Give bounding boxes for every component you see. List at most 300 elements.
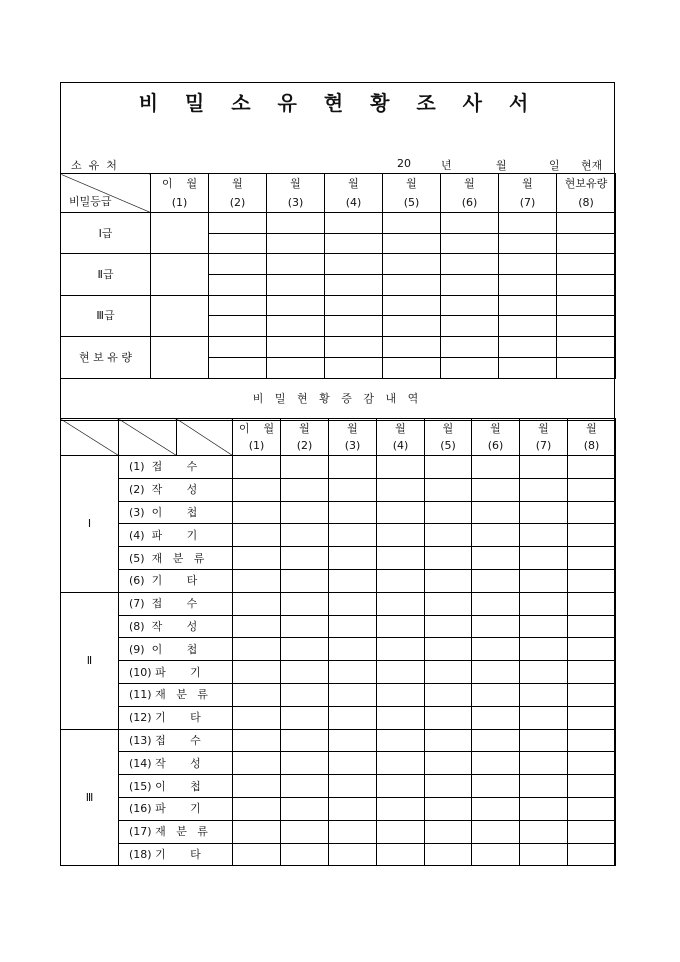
- data-cell[interactable]: [472, 524, 520, 547]
- data-cell[interactable]: [329, 478, 377, 501]
- data-cell[interactable]: [557, 337, 616, 358]
- data-cell[interactable]: [425, 569, 472, 592]
- data-cell[interactable]: [425, 638, 472, 661]
- data-cell[interactable]: [329, 501, 377, 524]
- data-cell[interactable]: [329, 592, 377, 615]
- data-cell[interactable]: [472, 820, 520, 843]
- data-cell[interactable]: [267, 357, 325, 378]
- data-cell[interactable]: [520, 456, 568, 479]
- data-cell[interactable]: [377, 592, 425, 615]
- corner-cell: [61, 419, 119, 456]
- data-cell[interactable]: [329, 752, 377, 775]
- column-header: [568, 419, 616, 456]
- item-label: (1) 접 수: [119, 456, 233, 479]
- data-cell[interactable]: [472, 775, 520, 798]
- table-row: [61, 661, 616, 684]
- column-header: [441, 174, 499, 213]
- data-cell[interactable]: [425, 524, 472, 547]
- column-number: (2): [229, 196, 246, 209]
- header-row: [61, 174, 616, 213]
- item-label: (3) 이 첩: [119, 501, 233, 524]
- data-cell[interactable]: [329, 843, 377, 866]
- table-row: [61, 775, 616, 798]
- column-header: [377, 419, 425, 456]
- table-row: [61, 820, 616, 843]
- column-month: 이 월: [238, 422, 275, 435]
- data-cell[interactable]: [520, 615, 568, 638]
- data-cell[interactable]: [267, 275, 325, 296]
- data-cell[interactable]: [472, 706, 520, 729]
- data-cell[interactable]: [441, 213, 499, 234]
- data-cell[interactable]: [233, 820, 281, 843]
- data-cell[interactable]: [233, 843, 281, 866]
- column-month: 월: [347, 422, 358, 435]
- column-month: 월: [586, 422, 597, 435]
- data-cell[interactable]: [209, 337, 267, 358]
- data-cell[interactable]: [233, 661, 281, 684]
- data-cell[interactable]: [233, 524, 281, 547]
- data-cell[interactable]: [557, 275, 616, 296]
- data-cell[interactable]: [325, 357, 383, 378]
- data-cell[interactable]: [233, 729, 281, 752]
- data-cell[interactable]: [568, 592, 616, 615]
- date-day-unit: 일: [549, 159, 560, 172]
- data-cell[interactable]: [557, 295, 616, 316]
- data-cell[interactable]: [377, 729, 425, 752]
- data-cell[interactable]: [377, 706, 425, 729]
- date-year: 20: [397, 157, 411, 170]
- column-header: [499, 174, 557, 213]
- column-header: [151, 174, 209, 213]
- carry-over-cell[interactable]: [151, 337, 209, 378]
- data-cell[interactable]: [329, 729, 377, 752]
- column-month: 월: [395, 422, 406, 435]
- data-cell[interactable]: [520, 501, 568, 524]
- data-cell[interactable]: [499, 275, 557, 296]
- data-cell[interactable]: [441, 337, 499, 358]
- data-cell[interactable]: [377, 478, 425, 501]
- data-cell[interactable]: [209, 213, 267, 234]
- column-month: 월: [232, 177, 243, 190]
- grade-group-label: Ⅲ: [61, 729, 119, 866]
- grade-label: Ⅱ급: [61, 254, 151, 295]
- data-cell[interactable]: [383, 254, 441, 275]
- owner-label: 소 유 처: [71, 159, 117, 172]
- data-cell[interactable]: [267, 316, 325, 337]
- column-month: 월: [406, 177, 417, 190]
- data-cell[interactable]: [441, 316, 499, 337]
- carry-over-cell[interactable]: [151, 213, 209, 254]
- data-cell[interactable]: [329, 615, 377, 638]
- column-header: [329, 419, 377, 456]
- data-cell[interactable]: [377, 661, 425, 684]
- data-cell[interactable]: [325, 295, 383, 316]
- column-header: [209, 174, 267, 213]
- data-cell[interactable]: [425, 752, 472, 775]
- column-header: [425, 419, 472, 456]
- data-cell[interactable]: [472, 501, 520, 524]
- holdings-table: [60, 173, 616, 379]
- data-cell[interactable]: [209, 254, 267, 275]
- column-month: 월: [522, 177, 533, 190]
- data-cell[interactable]: [568, 478, 616, 501]
- data-cell[interactable]: [377, 501, 425, 524]
- table-row: [61, 638, 616, 661]
- data-cell[interactable]: [233, 501, 281, 524]
- data-cell[interactable]: [568, 547, 616, 570]
- data-cell[interactable]: [267, 254, 325, 275]
- data-cell[interactable]: [520, 843, 568, 866]
- item-label: (9) 이 첩: [119, 638, 233, 661]
- data-cell[interactable]: [425, 456, 472, 479]
- table-row: [61, 615, 616, 638]
- data-cell[interactable]: [472, 729, 520, 752]
- item-label: (15) 이 첩: [119, 775, 233, 798]
- data-cell[interactable]: [383, 213, 441, 234]
- data-cell[interactable]: [281, 706, 329, 729]
- column-number: (1): [248, 439, 265, 452]
- table-row: [61, 843, 616, 866]
- data-cell[interactable]: [520, 592, 568, 615]
- item-label: (6) 기 타: [119, 569, 233, 592]
- data-cell[interactable]: [233, 456, 281, 479]
- data-cell[interactable]: [568, 661, 616, 684]
- data-cell[interactable]: [377, 775, 425, 798]
- grade-group-label: Ⅱ: [61, 592, 119, 729]
- data-cell[interactable]: [377, 638, 425, 661]
- item-label: (2) 작 성: [119, 478, 233, 501]
- data-cell[interactable]: [383, 357, 441, 378]
- table-row: [61, 547, 616, 570]
- data-cell[interactable]: [520, 752, 568, 775]
- data-cell[interactable]: [209, 233, 267, 254]
- data-cell[interactable]: [329, 683, 377, 706]
- data-cell[interactable]: [441, 233, 499, 254]
- data-cell[interactable]: [472, 683, 520, 706]
- data-cell[interactable]: [233, 569, 281, 592]
- data-cell[interactable]: [233, 706, 281, 729]
- table-row: [61, 501, 616, 524]
- data-cell[interactable]: [499, 295, 557, 316]
- data-cell[interactable]: [383, 337, 441, 358]
- column-month: 이 월: [161, 177, 198, 190]
- data-cell[interactable]: [329, 524, 377, 547]
- data-cell[interactable]: [425, 547, 472, 570]
- corner-cell: [119, 419, 177, 456]
- table-row: [61, 456, 616, 479]
- date-year-unit: 년: [441, 159, 452, 172]
- data-cell[interactable]: [281, 478, 329, 501]
- data-cell[interactable]: [233, 775, 281, 798]
- data-cell[interactable]: [325, 316, 383, 337]
- column-month: 월: [464, 177, 475, 190]
- data-cell[interactable]: [472, 843, 520, 866]
- data-cell[interactable]: [520, 547, 568, 570]
- data-cell[interactable]: [209, 295, 267, 316]
- data-cell[interactable]: [425, 592, 472, 615]
- table-row: [61, 478, 616, 501]
- data-cell[interactable]: [425, 478, 472, 501]
- data-cell[interactable]: [425, 683, 472, 706]
- data-cell[interactable]: [329, 661, 377, 684]
- data-cell[interactable]: [329, 638, 377, 661]
- data-cell[interactable]: [520, 729, 568, 752]
- data-cell[interactable]: [520, 820, 568, 843]
- data-cell[interactable]: [377, 752, 425, 775]
- data-cell[interactable]: [557, 357, 616, 378]
- data-cell[interactable]: [377, 547, 425, 570]
- column-header: [267, 174, 325, 213]
- data-cell[interactable]: [377, 456, 425, 479]
- data-cell[interactable]: [233, 478, 281, 501]
- data-cell[interactable]: [425, 729, 472, 752]
- data-cell[interactable]: [568, 775, 616, 798]
- table-row: [61, 706, 616, 729]
- data-cell[interactable]: [441, 254, 499, 275]
- data-cell[interactable]: [281, 547, 329, 570]
- data-cell[interactable]: [568, 683, 616, 706]
- carry-over-cell[interactable]: [151, 254, 209, 295]
- data-cell[interactable]: [267, 213, 325, 234]
- data-cell[interactable]: [281, 638, 329, 661]
- data-cell[interactable]: [267, 337, 325, 358]
- data-cell[interactable]: [325, 337, 383, 358]
- data-cell[interactable]: [568, 501, 616, 524]
- data-cell[interactable]: [325, 233, 383, 254]
- data-cell[interactable]: [520, 775, 568, 798]
- data-cell[interactable]: [568, 752, 616, 775]
- table-row: [61, 592, 616, 615]
- data-cell[interactable]: [329, 775, 377, 798]
- data-cell[interactable]: [499, 316, 557, 337]
- data-cell[interactable]: [281, 615, 329, 638]
- data-cell[interactable]: [568, 729, 616, 752]
- column-month: 현보유량: [564, 177, 608, 190]
- data-cell[interactable]: [209, 316, 267, 337]
- data-cell[interactable]: [472, 592, 520, 615]
- data-cell[interactable]: [329, 456, 377, 479]
- column-number: (3): [287, 196, 304, 209]
- column-number: (4): [392, 439, 409, 452]
- data-cell[interactable]: [383, 316, 441, 337]
- column-month: 월: [538, 422, 549, 435]
- section-title: 비 밀 현 황 증 감 내 역: [60, 378, 615, 421]
- data-cell[interactable]: [209, 275, 267, 296]
- item-label: (7) 접 수: [119, 592, 233, 615]
- data-cell[interactable]: [441, 295, 499, 316]
- data-cell[interactable]: [377, 524, 425, 547]
- data-cell[interactable]: [325, 213, 383, 234]
- data-cell[interactable]: [281, 524, 329, 547]
- data-cell[interactable]: [520, 706, 568, 729]
- data-cell[interactable]: [233, 638, 281, 661]
- data-cell[interactable]: [425, 820, 472, 843]
- date-suffix: 현재: [581, 159, 603, 172]
- data-cell[interactable]: [425, 843, 472, 866]
- item-label: (11) 재 분 류: [119, 683, 233, 706]
- column-header: [557, 174, 616, 213]
- data-cell[interactable]: [383, 233, 441, 254]
- item-label: (17) 재 분 류: [119, 820, 233, 843]
- data-cell[interactable]: [377, 683, 425, 706]
- data-cell[interactable]: [472, 752, 520, 775]
- table-row: [61, 337, 616, 358]
- item-label: (13) 접 수: [119, 729, 233, 752]
- item-label: (12) 기 타: [119, 706, 233, 729]
- data-cell[interactable]: [499, 233, 557, 254]
- corner-cell: [177, 419, 233, 456]
- data-cell[interactable]: [281, 775, 329, 798]
- grade-label: Ⅰ급: [61, 213, 151, 254]
- data-cell[interactable]: [377, 843, 425, 866]
- data-cell[interactable]: [325, 275, 383, 296]
- data-cell[interactable]: [472, 456, 520, 479]
- column-month: 월: [490, 422, 501, 435]
- data-cell[interactable]: [472, 569, 520, 592]
- carry-over-cell[interactable]: [151, 295, 209, 336]
- data-cell[interactable]: [383, 295, 441, 316]
- data-cell[interactable]: [383, 275, 441, 296]
- column-number: (5): [403, 196, 420, 209]
- data-cell[interactable]: [281, 683, 329, 706]
- data-cell[interactable]: [441, 275, 499, 296]
- data-cell[interactable]: [441, 357, 499, 378]
- data-cell[interactable]: [233, 592, 281, 615]
- data-cell[interactable]: [329, 569, 377, 592]
- data-cell[interactable]: [520, 524, 568, 547]
- data-cell[interactable]: [568, 638, 616, 661]
- data-cell[interactable]: [281, 501, 329, 524]
- data-cell[interactable]: [568, 706, 616, 729]
- data-cell[interactable]: [267, 233, 325, 254]
- data-cell[interactable]: [568, 569, 616, 592]
- grade-label: 현 보 유 량: [61, 337, 151, 378]
- column-header: [281, 419, 329, 456]
- data-cell[interactable]: [568, 615, 616, 638]
- data-cell[interactable]: [520, 478, 568, 501]
- grade-label: Ⅲ급: [61, 295, 151, 336]
- changes-table: [60, 418, 616, 866]
- column-header: [472, 419, 520, 456]
- data-cell[interactable]: [281, 569, 329, 592]
- table-row: [61, 569, 616, 592]
- data-cell[interactable]: [425, 797, 472, 820]
- data-cell[interactable]: [281, 752, 329, 775]
- date-month-unit: 월: [496, 159, 507, 172]
- data-cell[interactable]: [377, 797, 425, 820]
- data-cell[interactable]: [557, 213, 616, 234]
- data-cell[interactable]: [520, 661, 568, 684]
- data-cell[interactable]: [557, 233, 616, 254]
- data-cell[interactable]: [472, 615, 520, 638]
- data-cell[interactable]: [568, 456, 616, 479]
- data-cell[interactable]: [499, 337, 557, 358]
- data-cell[interactable]: [472, 478, 520, 501]
- column-month: 월: [290, 177, 301, 190]
- data-cell[interactable]: [377, 615, 425, 638]
- column-header: [383, 174, 441, 213]
- data-cell[interactable]: [281, 456, 329, 479]
- column-number: (8): [578, 196, 594, 209]
- data-cell[interactable]: [329, 820, 377, 843]
- column-number: (5): [440, 439, 456, 452]
- data-cell[interactable]: [281, 729, 329, 752]
- data-cell[interactable]: [499, 357, 557, 378]
- data-cell[interactable]: [425, 615, 472, 638]
- item-label: (10) 파 기: [119, 661, 233, 684]
- item-label: (14) 작 성: [119, 752, 233, 775]
- data-cell[interactable]: [472, 547, 520, 570]
- data-cell[interactable]: [520, 797, 568, 820]
- data-cell[interactable]: [472, 661, 520, 684]
- data-cell[interactable]: [233, 615, 281, 638]
- data-cell[interactable]: [233, 547, 281, 570]
- data-cell[interactable]: [281, 820, 329, 843]
- data-cell[interactable]: [472, 638, 520, 661]
- data-cell[interactable]: [520, 683, 568, 706]
- data-cell[interactable]: [233, 683, 281, 706]
- data-cell[interactable]: [377, 820, 425, 843]
- data-cell[interactable]: [233, 797, 281, 820]
- data-cell[interactable]: [425, 706, 472, 729]
- data-cell[interactable]: [425, 661, 472, 684]
- column-number: (7): [535, 439, 552, 452]
- table-row: [61, 752, 616, 775]
- grade-group-label: Ⅰ: [61, 456, 119, 593]
- data-cell[interactable]: [329, 797, 377, 820]
- data-cell[interactable]: [281, 843, 329, 866]
- data-cell[interactable]: [329, 547, 377, 570]
- column-header: [520, 419, 568, 456]
- data-cell[interactable]: [281, 661, 329, 684]
- data-cell[interactable]: [209, 357, 267, 378]
- data-cell[interactable]: [329, 706, 377, 729]
- data-cell[interactable]: [557, 316, 616, 337]
- data-cell[interactable]: [472, 797, 520, 820]
- data-cell[interactable]: [233, 752, 281, 775]
- data-cell[interactable]: [568, 797, 616, 820]
- data-cell[interactable]: [267, 295, 325, 316]
- data-cell[interactable]: [325, 254, 383, 275]
- data-cell[interactable]: [568, 820, 616, 843]
- data-cell[interactable]: [281, 592, 329, 615]
- column-header: [233, 419, 281, 456]
- form-title: 비 밀 소 유 현 황 조 사 서: [138, 91, 539, 115]
- item-label: (4) 파 기: [119, 524, 233, 547]
- data-cell[interactable]: [568, 843, 616, 866]
- item-label: (18) 기 타: [119, 843, 233, 866]
- data-cell[interactable]: [425, 501, 472, 524]
- data-cell[interactable]: [520, 569, 568, 592]
- item-label: (8) 작 성: [119, 615, 233, 638]
- data-cell[interactable]: [377, 569, 425, 592]
- item-label: (16) 파 기: [119, 797, 233, 820]
- table-row: [61, 524, 616, 547]
- item-label: (5) 재 분 류: [119, 547, 233, 570]
- data-cell[interactable]: [425, 775, 472, 798]
- header-row: [61, 419, 616, 456]
- column-number: (6): [461, 196, 478, 209]
- data-cell[interactable]: [568, 524, 616, 547]
- data-cell[interactable]: [499, 254, 557, 275]
- column-month: 월: [442, 422, 454, 435]
- data-cell[interactable]: [520, 638, 568, 661]
- table-row: [61, 683, 616, 706]
- data-cell[interactable]: [281, 797, 329, 820]
- data-cell[interactable]: [557, 254, 616, 275]
- table-row: [61, 729, 616, 752]
- data-cell[interactable]: [499, 213, 557, 234]
